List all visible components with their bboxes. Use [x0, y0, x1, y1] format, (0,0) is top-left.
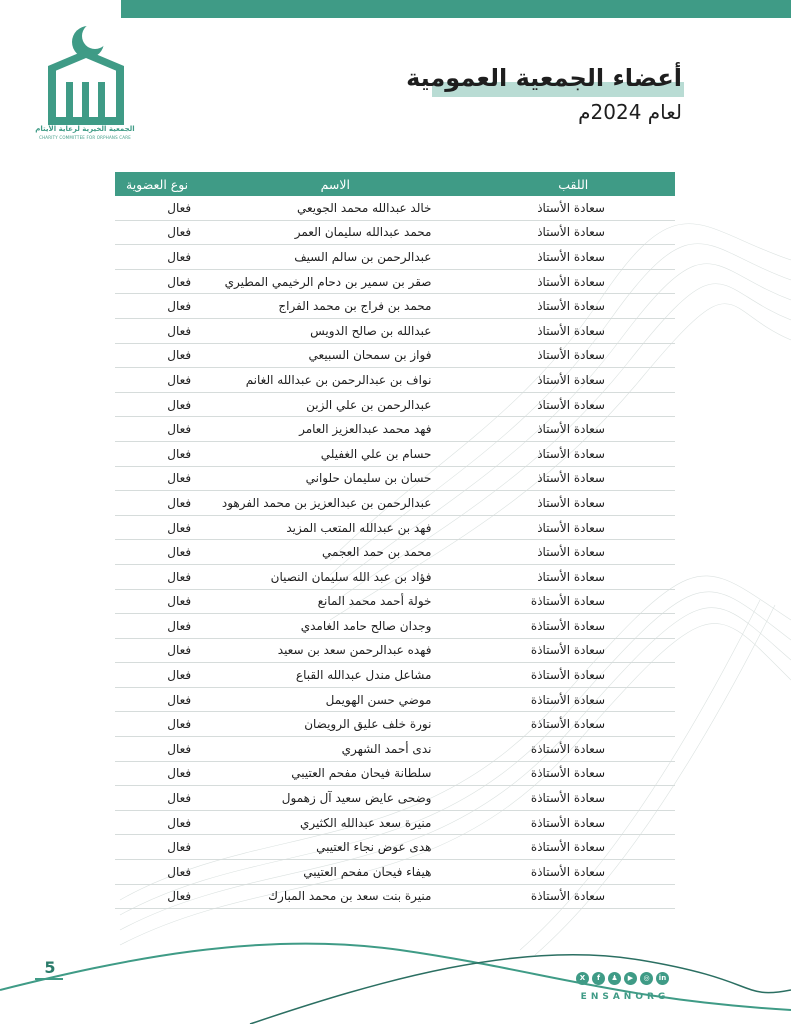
member-name-cell: موضي حسن الهويمل — [199, 687, 471, 712]
member-name-cell: هيفاء فيحان مفحم العتيبي — [199, 860, 471, 885]
table-row — [115, 860, 675, 885]
table-row — [115, 318, 675, 343]
page-title: أعضاء الجمعية العمومية — [406, 64, 682, 92]
member-title-cell: سعادة الأستاذ — [471, 220, 675, 245]
social-handle[interactable]: ENSANORG — [580, 992, 670, 1002]
table-row — [115, 368, 675, 393]
membership-type-cell: فعال — [115, 810, 199, 835]
member-name-cell: فهد بن عبدالله المتعب المزيد — [199, 515, 471, 540]
membership-type-cell: فعال — [115, 761, 199, 786]
page-number: 5 — [44, 958, 56, 977]
membership-type-cell: فعال — [115, 589, 199, 614]
member-title-cell: سعادة الأستاذ — [471, 515, 675, 540]
member-name-cell: مشاعل مندل عبدالله القباع — [199, 663, 471, 688]
member-title-cell: سعادة الأستاذ — [471, 196, 675, 220]
member-title-cell: سعادة الأستاذ — [471, 269, 675, 294]
table-row — [115, 540, 675, 565]
table-row — [115, 614, 675, 639]
member-title-cell: سعادة الأستاذ — [471, 466, 675, 491]
membership-type-cell: فعال — [115, 687, 199, 712]
member-name-cell: فهد محمد عبدالعزيز العامر — [199, 417, 471, 442]
linkedin-icon[interactable]: in — [656, 972, 669, 985]
member-title-cell: سعادة الأستاذة — [471, 884, 675, 909]
membership-type-cell: فعال — [115, 269, 199, 294]
member-name-cell: نواف بن عبدالرحمن بن عبدالله الغانم — [199, 368, 471, 393]
member-name-cell: ندى أحمد الشهري — [199, 737, 471, 762]
table-row — [115, 294, 675, 319]
column-header-name: الاسم — [199, 172, 471, 196]
member-title-cell: سعادة الأستاذة — [471, 712, 675, 737]
table-row — [115, 417, 675, 442]
membership-type-cell: فعال — [115, 614, 199, 639]
membership-type-cell: فعال — [115, 491, 199, 516]
member-name-cell: محمد بن فراج بن محمد الفراج — [199, 294, 471, 319]
top-accent-bar — [121, 0, 791, 18]
social-icons — [576, 972, 669, 985]
snapchat-icon[interactable]: ♟ — [608, 972, 621, 985]
membership-type-cell: فعال — [115, 220, 199, 245]
member-name-cell: حسان بن سليمان حلواني — [199, 466, 471, 491]
member-title-cell: سعادة الأستاذ — [471, 540, 675, 565]
member-title-cell: سعادة الأستاذة — [471, 614, 675, 639]
member-name-cell: عبدالرحمن بن عبدالعزيز بن محمد الفرهود — [199, 491, 471, 516]
member-name-cell: عبدالرحمن بن سالم السيف — [199, 245, 471, 270]
member-name-cell: محمد بن حمد العجمي — [199, 540, 471, 565]
member-title-cell: سعادة الأستاذ — [471, 294, 675, 319]
member-title-cell: سعادة الأستاذ — [471, 343, 675, 368]
member-title-cell: سعادة الأستاذ — [471, 245, 675, 270]
members-table — [115, 172, 675, 909]
membership-type-cell: فعال — [115, 737, 199, 762]
member-title-cell: سعادة الأستاذة — [471, 786, 675, 811]
membership-type-cell: فعال — [115, 712, 199, 737]
logo-english-name: CHARITY COMMITTEE FOR ORPHANS CARE — [39, 135, 131, 140]
member-name-cell: سلطانة فيحان مفحم العتيبي — [199, 761, 471, 786]
table-row — [115, 245, 675, 270]
member-title-cell: سعادة الأستاذ — [471, 441, 675, 466]
membership-type-cell: فعال — [115, 835, 199, 860]
x-icon[interactable]: X — [576, 972, 589, 985]
member-name-cell: خولة أحمد محمد المانع — [199, 589, 471, 614]
member-title-cell: سعادة الأستاذ — [471, 564, 675, 589]
member-title-cell: سعادة الأستاذة — [471, 687, 675, 712]
youtube-icon[interactable]: ▶ — [624, 972, 637, 985]
table-row — [115, 441, 675, 466]
member-name-cell: فواز بن سمحان السبيعي — [199, 343, 471, 368]
member-title-cell: سعادة الأستاذ — [471, 392, 675, 417]
membership-type-cell: فعال — [115, 294, 199, 319]
member-title-cell: سعادة الأستاذة — [471, 761, 675, 786]
member-title-cell: سعادة الأستاذ — [471, 318, 675, 343]
table-row — [115, 663, 675, 688]
table-row — [115, 392, 675, 417]
membership-type-cell: فعال — [115, 441, 199, 466]
membership-type-cell: فعال — [115, 368, 199, 393]
table-row — [115, 196, 675, 220]
table-row — [115, 269, 675, 294]
table-row — [115, 786, 675, 811]
facebook-icon[interactable]: f — [592, 972, 605, 985]
membership-type-cell: فعال — [115, 860, 199, 885]
member-title-cell: سعادة الأستاذ — [471, 368, 675, 393]
membership-type-cell: فعال — [115, 515, 199, 540]
table-row — [115, 638, 675, 663]
membership-type-cell: فعال — [115, 884, 199, 909]
membership-type-cell: فعال — [115, 318, 199, 343]
page-number-underline — [35, 978, 63, 980]
membership-type-cell: فعال — [115, 196, 199, 220]
column-header-type: نوع العضوية — [115, 172, 199, 196]
member-name-cell: فهده عبدالرحمن سعد بن سعيد — [199, 638, 471, 663]
member-name-cell: فؤاد بن عبد الله سليمان النصيان — [199, 564, 471, 589]
member-name-cell: منيرة سعد عبدالله الكثيري — [199, 810, 471, 835]
member-title-cell: سعادة الأستاذة — [471, 737, 675, 762]
table-row — [115, 737, 675, 762]
table-row — [115, 810, 675, 835]
member-name-cell: نورة خلف عليق الرويضان — [199, 712, 471, 737]
member-name-cell: حسام بن علي الغفيلي — [199, 441, 471, 466]
table-row — [115, 343, 675, 368]
membership-type-cell: فعال — [115, 540, 199, 565]
membership-type-cell: فعال — [115, 417, 199, 442]
membership-type-cell: فعال — [115, 392, 199, 417]
membership-type-cell: فعال — [115, 638, 199, 663]
member-title-cell: سعادة الأستاذة — [471, 663, 675, 688]
table-row — [115, 589, 675, 614]
membership-type-cell: فعال — [115, 786, 199, 811]
table-row — [115, 491, 675, 516]
membership-type-cell: فعال — [115, 564, 199, 589]
member-title-cell: سعادة الأستاذة — [471, 860, 675, 885]
member-title-cell: سعادة الأستاذ — [471, 417, 675, 442]
member-name-cell: صقر بن سمير بن دحام الرخيمي المطيري — [199, 269, 471, 294]
table-row — [115, 466, 675, 491]
table-row — [115, 884, 675, 909]
table-row — [115, 687, 675, 712]
membership-type-cell: فعال — [115, 466, 199, 491]
membership-type-cell: فعال — [115, 663, 199, 688]
member-name-cell: خالد عبدالله محمد الجويعي — [199, 196, 471, 220]
membership-type-cell: فعال — [115, 245, 199, 270]
member-title-cell: سعادة الأستاذ — [471, 491, 675, 516]
membership-type-cell: فعال — [115, 343, 199, 368]
column-header-title: اللقب — [471, 172, 675, 196]
page-subtitle: لعام 2024م — [578, 100, 682, 124]
table-header-row — [115, 172, 675, 196]
member-name-cell: هدى عوض نجاء العتيبي — [199, 835, 471, 860]
member-title-cell: سعادة الأستاذة — [471, 810, 675, 835]
member-name-cell: منيرة بنت سعد بن محمد المبارك — [199, 884, 471, 909]
table-row — [115, 515, 675, 540]
member-name-cell: عبدالله بن صالح الدويس — [199, 318, 471, 343]
table-row — [115, 564, 675, 589]
table-row — [115, 220, 675, 245]
table-row — [115, 761, 675, 786]
member-title-cell: سعادة الأستاذة — [471, 835, 675, 860]
member-title-cell: سعادة الأستاذة — [471, 589, 675, 614]
member-name-cell: وجدان صالح حامد الغامدي — [199, 614, 471, 639]
logo-arabic-name: الجمعية الخيرية لرعاية الأيتام — [35, 125, 135, 133]
table-row — [115, 835, 675, 860]
member-name-cell: عبدالرحمن بن علي الزبن — [199, 392, 471, 417]
member-name-cell: محمد عبدالله سليمان العمر — [199, 220, 471, 245]
member-name-cell: وضحى عايض سعيد آل زهمول — [199, 786, 471, 811]
instagram-icon[interactable]: ◎ — [640, 972, 653, 985]
table-row — [115, 712, 675, 737]
member-title-cell: سعادة الأستاذة — [471, 638, 675, 663]
